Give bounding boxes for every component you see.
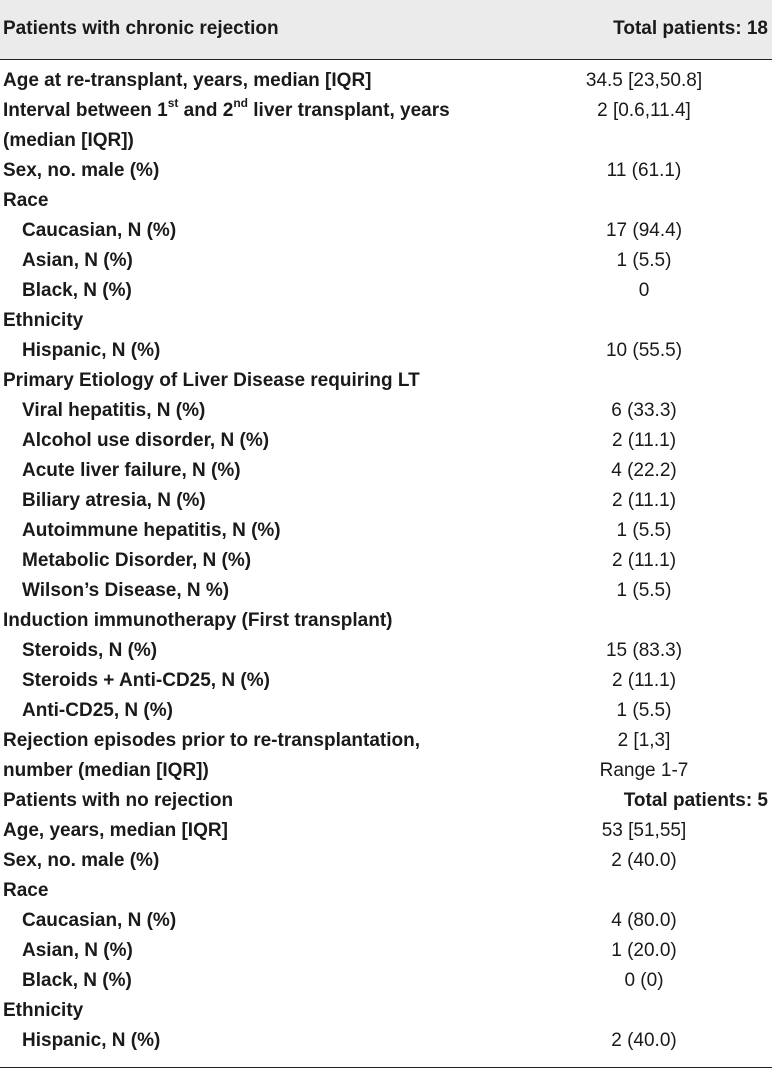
row-value: 17 (94.4)	[605, 220, 683, 241]
row-value-range: Range 1-7	[599, 760, 689, 781]
table-row	[0, 426, 772, 456]
section-heading-row	[0, 876, 772, 906]
table-bottom-rule	[0, 1067, 772, 1068]
row-label: Rejection episodes prior to re-transplantation, number (median [IQR])	[3, 730, 421, 781]
row-value: 11 (61.1)	[606, 160, 682, 181]
group-header-value: Total patients: 5	[623, 790, 768, 811]
table-row	[0, 336, 772, 366]
row-label: Black, N (%)	[22, 970, 132, 991]
table-row	[0, 276, 772, 306]
row-label: Wilson’s Disease, N %)	[22, 580, 230, 601]
table-row	[0, 516, 772, 546]
section-heading-row	[0, 366, 772, 396]
section-heading: Primary Etiology of Liver Disease requiring LT	[3, 370, 420, 391]
table-row	[0, 966, 772, 996]
section-heading-row	[0, 186, 772, 216]
table-header	[0, 0, 772, 60]
row-value: 4 (80.0)	[611, 910, 677, 931]
row-value: 0 (0)	[624, 970, 664, 991]
table-row	[0, 246, 772, 276]
row-label: Steroids, N (%)	[22, 640, 158, 661]
section-heading-row	[0, 306, 772, 336]
row-value: 1 (20.0)	[611, 940, 677, 961]
table-row	[0, 546, 772, 576]
header-value: Total patients: 18	[613, 18, 768, 39]
row-value: 2 (40.0)	[611, 850, 677, 871]
row-value: 2 (11.1)	[611, 670, 677, 691]
section-heading-row	[0, 606, 772, 636]
table-row	[0, 156, 772, 186]
section-heading: Race	[3, 190, 49, 211]
row-value: 6 (33.3)	[611, 400, 677, 421]
row-label: Viral hepatitis, N (%)	[22, 400, 206, 421]
header-label: Patients with chronic rejection	[3, 18, 279, 39]
table-row	[0, 906, 772, 936]
table-row	[0, 816, 772, 846]
row-value: 15 (83.3)	[605, 640, 683, 661]
row-label: Alcohol use disorder, N (%)	[22, 430, 270, 451]
row-label: Autoimmune hepatitis, N (%)	[22, 520, 281, 541]
group-header-row	[0, 786, 772, 816]
row-label: Age at re-transplant, years, median [IQR]	[3, 70, 372, 91]
section-heading-row	[0, 996, 772, 1026]
row-label: Asian, N (%)	[22, 250, 133, 271]
row-value: 2 (11.1)	[611, 490, 677, 511]
section-heading: Race	[3, 880, 49, 901]
row-value: 2 [1,3]	[617, 730, 671, 751]
section-heading: Induction immunotherapy (First transplant)	[3, 610, 393, 631]
table-row	[0, 486, 772, 516]
row-label: Interval between 1st and 2nd liver transplant, years (median [IQR])	[3, 96, 450, 151]
table-row	[0, 846, 772, 876]
row-label: Age, years, median [IQR]	[3, 820, 228, 841]
table-row	[0, 396, 772, 426]
table-row	[0, 66, 772, 96]
row-value: 2 (11.1)	[611, 550, 677, 571]
row-value: 0	[638, 280, 650, 301]
row-label: Caucasian, N (%)	[22, 910, 177, 931]
row-value: 4 (22.2)	[611, 460, 677, 481]
row-value: 1 (5.5)	[616, 520, 672, 541]
row-label: Biliary atresia, N (%)	[22, 490, 206, 511]
row-value: 53 [51,55]	[601, 820, 687, 841]
row-label: Black, N (%)	[22, 280, 132, 301]
row-label: Sex, no. male (%)	[3, 850, 160, 871]
table-row	[0, 456, 772, 486]
table-row-rejection-episodes	[0, 726, 772, 786]
section-heading: Ethnicity	[3, 1000, 84, 1021]
row-label: Sex, no. male (%)	[3, 160, 160, 181]
table-row	[0, 1026, 772, 1056]
row-value: 34.5 [23,50.8]	[585, 70, 703, 91]
row-value: 1 (5.5)	[616, 580, 672, 601]
table-row	[0, 636, 772, 666]
row-label: Hispanic, N (%)	[22, 1030, 161, 1051]
row-label: Hispanic, N (%)	[22, 340, 161, 361]
table-row	[0, 696, 772, 726]
row-label: Caucasian, N (%)	[22, 220, 177, 241]
table-row-interval	[0, 96, 772, 156]
row-label: Steroids + Anti-CD25, N (%)	[22, 670, 270, 691]
table-row	[0, 936, 772, 966]
row-value: 2 [0.6,11.4]	[597, 100, 691, 121]
row-label: Anti-CD25, N (%)	[22, 700, 173, 721]
row-value: 1 (5.5)	[616, 700, 672, 721]
row-label: Metabolic Disorder, N (%)	[22, 550, 252, 571]
section-heading: Ethnicity	[3, 310, 84, 331]
table-row	[0, 576, 772, 606]
table-row	[0, 216, 772, 246]
table-body	[0, 66, 772, 1056]
row-value: 2 (40.0)	[611, 1030, 677, 1051]
group-header-label: Patients with no rejection	[3, 790, 234, 811]
table-row	[0, 666, 772, 696]
row-label: Acute liver failure, N (%)	[22, 460, 241, 481]
row-value: 10 (55.5)	[605, 340, 683, 361]
row-label: Asian, N (%)	[22, 940, 133, 961]
row-value: 1 (5.5)	[616, 250, 672, 271]
row-value: 2 (11.1)	[611, 430, 677, 451]
